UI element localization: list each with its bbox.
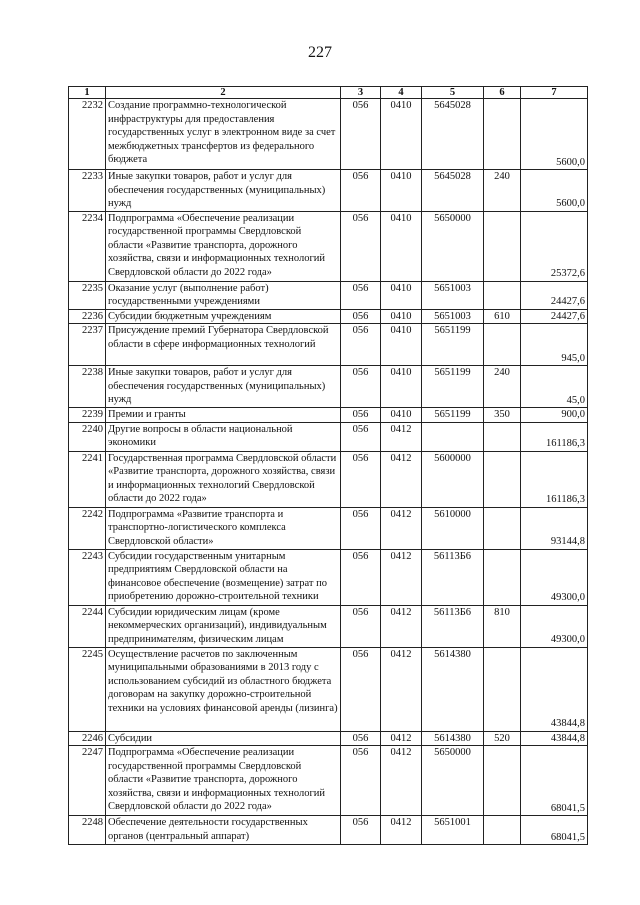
row-code-4: 0412 xyxy=(381,422,422,451)
row-number: 2234 xyxy=(69,211,106,281)
row-code-5: 5650000 xyxy=(422,746,484,816)
column-header: 7 xyxy=(521,87,588,99)
row-code-6 xyxy=(484,746,521,816)
row-code-5: 5645028 xyxy=(422,170,484,212)
row-code-6: 610 xyxy=(484,309,521,324)
row-number: 2238 xyxy=(69,366,106,408)
table-row xyxy=(69,422,588,451)
row-amount: 68041,5 xyxy=(521,746,588,816)
row-code-4: 0412 xyxy=(381,451,422,507)
row-code-4: 0410 xyxy=(381,211,422,281)
row-code-4: 0412 xyxy=(381,507,422,549)
column-header: 5 xyxy=(422,87,484,99)
row-name: Обеспечение деятельности государственных органов (центральный аппарат) xyxy=(106,816,341,845)
row-name: Иные закупки товаров, работ и услуг для обеспечения государственных (муниципальных) нужд xyxy=(106,366,341,408)
row-code-5: 5600000 xyxy=(422,451,484,507)
row-number: 2232 xyxy=(69,99,106,170)
row-code-4: 0410 xyxy=(381,366,422,408)
table-row xyxy=(69,549,588,605)
row-amount: 68041,5 xyxy=(521,816,588,845)
table-row xyxy=(69,281,588,309)
row-amount: 45,0 xyxy=(521,366,588,408)
row-code-4: 0410 xyxy=(381,281,422,309)
row-name: Субсидии государственным унитарным предприятиям Свердловской области на финансовое обеспечение (возмещение) затрат по приобретению дорожно-строительной техники xyxy=(106,549,341,605)
row-code-4: 0410 xyxy=(381,309,422,324)
table-row xyxy=(69,99,588,170)
row-code-4: 0410 xyxy=(381,170,422,212)
row-amount: 25372,6 xyxy=(521,211,588,281)
row-code-6 xyxy=(484,451,521,507)
row-code-3: 056 xyxy=(341,451,381,507)
row-code-6 xyxy=(484,422,521,451)
row-number: 2241 xyxy=(69,451,106,507)
row-code-4: 0410 xyxy=(381,324,422,366)
row-code-4: 0412 xyxy=(381,605,422,647)
row-name: Субсидии юридическим лицам (кроме некоммерческих организаций), индивидуальным предпринимателям, физическим лицам xyxy=(106,605,341,647)
row-code-3: 056 xyxy=(341,746,381,816)
row-code-4: 0412 xyxy=(381,816,422,845)
row-number: 2235 xyxy=(69,281,106,309)
row-code-5: 5651199 xyxy=(422,408,484,423)
row-code-3: 056 xyxy=(341,211,381,281)
row-code-4: 0410 xyxy=(381,408,422,423)
table-row xyxy=(69,211,588,281)
row-number: 2248 xyxy=(69,816,106,845)
table-row xyxy=(69,170,588,212)
row-name: Подпрограмма «Обеспечение реализации государственной программы Свердловской области «Развитие транспорта, дорожного хозяйства, связи и информационных технологий Свердловской области до 2022 года» xyxy=(106,746,341,816)
row-code-6 xyxy=(484,549,521,605)
row-name: Государственная программа Свердловской области «Развитие транспорта, дорожного хозяйства, связи и информационных технологий Свердловской области до 2022 года» xyxy=(106,451,341,507)
row-amount: 43844,8 xyxy=(521,647,588,731)
row-code-4: 0412 xyxy=(381,731,422,746)
row-code-5: 5650000 xyxy=(422,211,484,281)
row-number: 2236 xyxy=(69,309,106,324)
row-code-5: 5651003 xyxy=(422,309,484,324)
column-header: 6 xyxy=(484,87,521,99)
row-amount: 5600,0 xyxy=(521,99,588,170)
row-code-3: 056 xyxy=(341,549,381,605)
row-code-6: 240 xyxy=(484,366,521,408)
column-header: 2 xyxy=(106,87,341,99)
row-code-4: 0412 xyxy=(381,746,422,816)
row-code-3: 056 xyxy=(341,422,381,451)
row-code-5: 5614380 xyxy=(422,731,484,746)
row-code-4: 0412 xyxy=(381,647,422,731)
row-name: Премии и гранты xyxy=(106,408,341,423)
table-header-row xyxy=(69,87,588,99)
column-header: 1 xyxy=(69,87,106,99)
row-code-6 xyxy=(484,324,521,366)
table-row xyxy=(69,324,588,366)
row-code-6: 520 xyxy=(484,731,521,746)
row-code-3: 056 xyxy=(341,647,381,731)
row-amount: 93144,8 xyxy=(521,507,588,549)
row-number: 2245 xyxy=(69,647,106,731)
row-code-5: 5614380 xyxy=(422,647,484,731)
table-row xyxy=(69,507,588,549)
table-row xyxy=(69,366,588,408)
row-name: Другие вопросы в области национальной экономики xyxy=(106,422,341,451)
row-code-6 xyxy=(484,281,521,309)
row-code-3: 056 xyxy=(341,99,381,170)
table-row xyxy=(69,746,588,816)
row-code-5: 5651001 xyxy=(422,816,484,845)
row-code-3: 056 xyxy=(341,605,381,647)
row-number: 2243 xyxy=(69,549,106,605)
row-code-6: 240 xyxy=(484,170,521,212)
column-header: 4 xyxy=(381,87,422,99)
row-code-3: 056 xyxy=(341,731,381,746)
row-code-3: 056 xyxy=(341,324,381,366)
row-number: 2247 xyxy=(69,746,106,816)
row-code-6 xyxy=(484,211,521,281)
row-number: 2246 xyxy=(69,731,106,746)
row-code-6 xyxy=(484,816,521,845)
row-amount: 49300,0 xyxy=(521,549,588,605)
table-row xyxy=(69,816,588,845)
table-row xyxy=(69,408,588,423)
page-number: 227 xyxy=(308,44,332,61)
row-code-5: 56113Б6 xyxy=(422,549,484,605)
row-name: Осуществление расчетов по заключенным муниципальными образованиями в 2013 году с использованием субсидий из областного бюджета договорам на закупку дорожно-строительной техники на условиях финансовой аренды (лизинга) xyxy=(106,647,341,731)
table-row xyxy=(69,605,588,647)
row-code-3: 056 xyxy=(341,170,381,212)
row-name: Иные закупки товаров, работ и услуг для обеспечения государственных (муниципальных) нужд xyxy=(106,170,341,212)
table-row xyxy=(69,647,588,731)
budget-table xyxy=(68,86,588,845)
row-name: Присуждение премий Губернатора Свердловской области в сфере информационных технологий xyxy=(106,324,341,366)
row-amount: 161186,3 xyxy=(521,451,588,507)
row-name: Создание программно-технологической инфраструктуры для предоставления государственных услуг в электронном виде за счет межбюджетных трансфертов из федерального бюджета xyxy=(106,99,341,170)
row-name: Подпрограмма «Обеспечение реализации государственной программы Свердловской области «Развитие транспорта, дорожного хозяйства, связи и информационных технологий Свердловской области до 2022 года» xyxy=(106,211,341,281)
row-number: 2240 xyxy=(69,422,106,451)
row-code-6 xyxy=(484,647,521,731)
row-code-4: 0412 xyxy=(381,549,422,605)
row-code-3: 056 xyxy=(341,507,381,549)
row-code-5: 5651199 xyxy=(422,324,484,366)
row-amount: 43844,8 xyxy=(521,731,588,746)
row-name: Оказание услуг (выполнение работ) государственными учреждениями xyxy=(106,281,341,309)
row-number: 2242 xyxy=(69,507,106,549)
row-name: Субсидии бюджетным учреждениям xyxy=(106,309,341,324)
row-number: 2239 xyxy=(69,408,106,423)
row-number: 2233 xyxy=(69,170,106,212)
row-code-5 xyxy=(422,422,484,451)
row-amount: 161186,3 xyxy=(521,422,588,451)
row-amount: 49300,0 xyxy=(521,605,588,647)
row-code-3: 056 xyxy=(341,281,381,309)
row-amount: 24427,6 xyxy=(521,309,588,324)
table-row xyxy=(69,451,588,507)
row-code-4: 0410 xyxy=(381,99,422,170)
row-code-6: 810 xyxy=(484,605,521,647)
row-name: Субсидии xyxy=(106,731,341,746)
row-number: 2244 xyxy=(69,605,106,647)
row-code-5: 5651003 xyxy=(422,281,484,309)
row-code-3: 056 xyxy=(341,366,381,408)
row-amount: 5600,0 xyxy=(521,170,588,212)
row-code-5: 56113Б6 xyxy=(422,605,484,647)
row-code-3: 056 xyxy=(341,816,381,845)
row-amount: 24427,6 xyxy=(521,281,588,309)
row-name: Подпрограмма «Развитие транспорта и транспортно-логистического комплекса Свердловской области» xyxy=(106,507,341,549)
row-code-6 xyxy=(484,99,521,170)
row-amount: 945,0 xyxy=(521,324,588,366)
row-code-5: 5651199 xyxy=(422,366,484,408)
row-code-3: 056 xyxy=(341,309,381,324)
row-code-6: 350 xyxy=(484,408,521,423)
table-row xyxy=(69,731,588,746)
row-amount: 900,0 xyxy=(521,408,588,423)
column-header: 3 xyxy=(341,87,381,99)
table-row xyxy=(69,309,588,324)
row-number: 2237 xyxy=(69,324,106,366)
row-code-6 xyxy=(484,507,521,549)
row-code-5: 5645028 xyxy=(422,99,484,170)
row-code-5: 5610000 xyxy=(422,507,484,549)
row-code-3: 056 xyxy=(341,408,381,423)
